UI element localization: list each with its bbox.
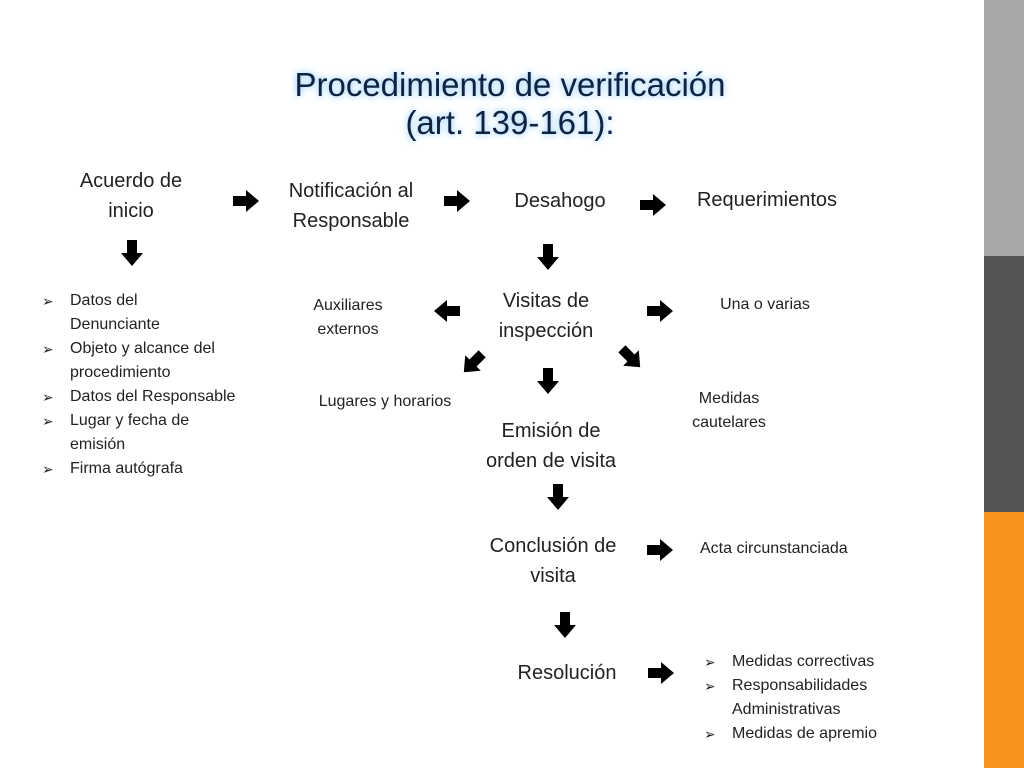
label-medidas-cautelares-line-1: Medidas xyxy=(698,390,760,407)
side-bar-accent xyxy=(984,512,1024,768)
arrow-icon xyxy=(647,537,673,563)
node-desahogo: Desahogo xyxy=(514,190,606,212)
node-resolucion: Resolución xyxy=(517,662,617,684)
node-acuerdo-line-2: inicio xyxy=(108,200,154,222)
title-line-2: (art. 139-161): xyxy=(405,104,615,141)
label-lugares: Lugares y horarios xyxy=(318,393,452,410)
page-title xyxy=(220,66,800,142)
arrow-icon xyxy=(640,192,666,218)
node-emision-line-1: Emisión de xyxy=(501,420,601,442)
node-visitas xyxy=(470,286,622,346)
arrow-icon xyxy=(455,345,492,382)
node-acuerdo-line-1: Acuerdo de xyxy=(79,170,183,192)
checkmark-icon: ➢ xyxy=(42,413,54,429)
list-item-line-1: Medidas correctivas xyxy=(732,653,875,670)
list-item-line-2: Denunciante xyxy=(70,316,160,333)
list-item-line-1: Datos del xyxy=(70,292,138,309)
arrow-icon xyxy=(552,612,578,638)
node-emision xyxy=(462,416,640,476)
label-auxiliares-line-1: Auxiliares xyxy=(313,297,383,314)
node-notificacion-line-2: Responsable xyxy=(292,210,410,232)
checkmark-icon: ➢ xyxy=(42,341,54,357)
arrow-icon xyxy=(648,660,674,686)
label-auxiliares xyxy=(288,294,408,342)
list-item xyxy=(38,289,278,337)
label-auxiliares-line-2: externos xyxy=(317,321,379,338)
label-una-o-varias: Una o varias xyxy=(720,296,810,313)
list-item-line-1: Datos del Responsable xyxy=(70,388,236,405)
side-bar-light xyxy=(984,0,1024,256)
node-conclusion-line-1: Conclusión de xyxy=(489,535,617,557)
list-item xyxy=(38,385,278,409)
resolucion-list xyxy=(700,650,940,746)
label-medidas-cautelares-line-2: cautelares xyxy=(692,414,766,431)
list-item xyxy=(700,722,940,746)
arrow-icon xyxy=(535,244,561,270)
list-item-line-1: Firma autógrafa xyxy=(70,460,183,477)
arrow-icon xyxy=(545,484,571,510)
arrow-icon xyxy=(434,298,460,324)
label-acta: Acta circunstanciada xyxy=(700,540,848,557)
node-requerimientos: Requerimientos xyxy=(696,189,838,211)
list-item-line-1: Lugar y fecha de xyxy=(70,412,190,429)
list-item-line-1: Responsabilidades xyxy=(732,677,868,694)
checkmark-icon: ➢ xyxy=(42,461,54,477)
label-medidas-cautelares xyxy=(668,387,790,435)
checkmark-icon: ➢ xyxy=(704,726,716,742)
checkmark-icon: ➢ xyxy=(704,654,716,670)
node-notificacion-line-1: Notificación al xyxy=(288,180,414,202)
checkmark-icon: ➢ xyxy=(42,389,54,405)
checkmark-icon: ➢ xyxy=(42,293,54,309)
list-item-line-1: Objeto y alcance del xyxy=(70,340,215,357)
title-line-1: Procedimiento de verificación xyxy=(294,66,726,103)
list-item xyxy=(700,650,940,674)
list-item xyxy=(38,337,278,385)
arrow-icon xyxy=(233,188,259,214)
node-conclusion xyxy=(468,531,638,591)
checkmark-icon: ➢ xyxy=(704,678,716,694)
node-acuerdo xyxy=(56,166,206,226)
node-visitas-line-2: inspección xyxy=(498,320,594,342)
node-visitas-line-1: Visitas de xyxy=(502,290,590,312)
arrow-icon xyxy=(444,188,470,214)
node-emision-line-2: orden de visita xyxy=(485,450,617,472)
list-item xyxy=(700,674,940,722)
list-item-line-2: procedimiento xyxy=(70,364,171,381)
arrow-icon xyxy=(647,298,673,324)
node-notificacion xyxy=(266,176,436,236)
list-item xyxy=(38,457,278,481)
list-item-line-1: Medidas de apremio xyxy=(732,725,877,742)
node-conclusion-line-2: visita xyxy=(530,565,576,587)
side-bar-dark xyxy=(984,256,1024,512)
acuerdo-list xyxy=(38,289,278,481)
arrow-icon xyxy=(535,368,561,394)
list-item-line-2: Administrativas xyxy=(732,701,841,718)
list-item xyxy=(38,409,278,457)
arrow-icon xyxy=(119,240,145,266)
list-item-line-2: emisión xyxy=(70,436,126,453)
